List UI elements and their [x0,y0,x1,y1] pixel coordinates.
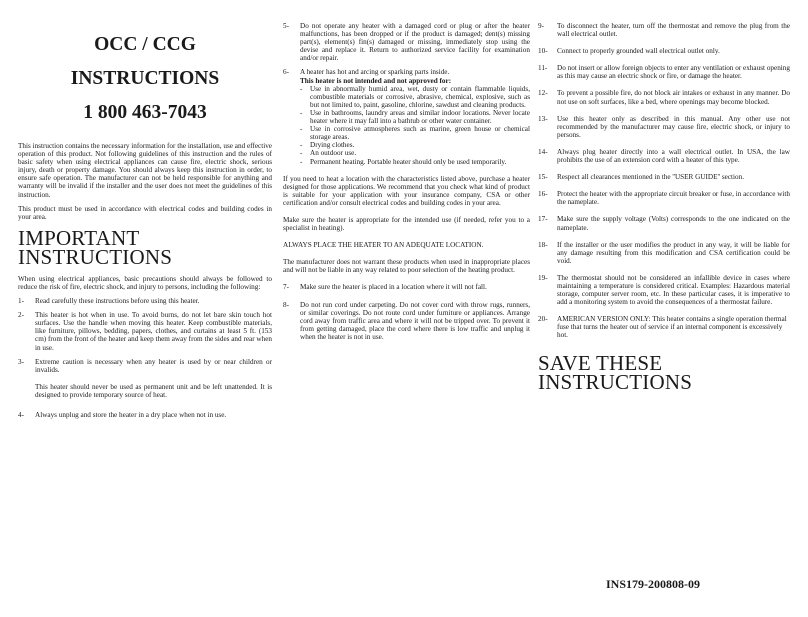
not-approved-heading: This heater is not intended and not approved for: [300,76,452,85]
bullet-item: - Drying clothes. [300,141,355,150]
list-item: 14- Always plug heater directly into a wall electrical outlet. In USA, the law prohibits the use of an extension cord with a heater of this type. [538,147,790,165]
doc-title-brand: OCC / CCG [94,34,196,55]
list-item: 7- Make sure the heater is placed in a location where it will not fall. [283,283,487,292]
list-item: 11- Do not insert or allow foreign objects to enter any ventilation or exhaust opening as this may cause an electric shock or fire, or damage the heater. [538,64,790,81]
list-item: 18- If the installer or the user modifies the product in any way, it will be liable for any damage resulting from this modification and CSA certification could be void. [538,240,790,265]
bullet-item: - Use in corrosive atmospheres such as marine, green house or chemical storage areas. [300,125,530,142]
document-code: INS179-200808-09 [606,577,701,591]
list-item: 16- Protect the heater with the appropriate circuit breaker or fuse, in accordance with the nameplate. [538,190,790,207]
list-item: 19- The thermostat should not be considered an infallible device in cases where maintaining a temperature is considered critical. Examples: Hazardous material storage, computer server room, etc. In these particular cases, it is imperative to add a monitoring system to avoid the consequences of a thermostat failure. [538,273,790,307]
column-right [538,22,790,400]
bullet-item: - Use in abnormally humid area, wet, dusty or contain flammable liquids, combustible materials or corrosive, abrasive, chemical, explosive, such as but not limited to, paint, gasoline, chlorine, sawdust and cleaning products. [300,84,530,109]
column-left [18,0,272,425]
list-item: 13- Use this heater only as described in this manual. Any other use not recommended by the manufacturer may cause fire, electric shock, or injury to persons. [538,114,790,139]
paragraph: The manufacturer does not warrant these products when used in inappropriate places and will not be liable in any way related to poor selection of the heating product. [283,258,530,275]
intro-paragraph: This instruction contains the necessary information for the installation, use and effective operation of this product. Not following guidelines of this instruction and the rules of basic safety when using electrical appliances can cause fire, electric shock, serious injury, death or property damage. You should always keep this instruction in order, to ensure safe operation. The manufacturer can not be held responsible for anything and warranty will be invalid if the installer and the user does not meet the guidelines of this instruction. [18,142,272,199]
bullet-item: - Permanent heating. Portable heater should only be used temporarily. [300,157,507,166]
list-item: 9- To disconnect the heater, turn off the thermostat and remove the plug from the wall electrical outlet. [538,22,790,39]
list-item: 10- Connect to properly grounded wall electrical outlet only. [538,47,720,56]
list-item: 20- AMERICAN VERSION ONLY: This heater contains a single operation thermal fuse that turns the heater out of service if an internal component is excessively hot. [538,315,787,340]
bullet-item: - Use in bathrooms, laundry areas and similar indoor locations. Never locate heater where it may fall into a bathtub or other water container. [300,108,530,126]
list-item: 2- This heater is hot when in use. To avoid burns, do not let bare skin touch hot surfaces. Use the handle when moving this heater. Keep combustible materials, like furniture, pillows, bedding, papers, clothes, and curtains at least 5 ft. (153 cm) from the front of the heater and keep them away from the sides and rear when in use. [18,311,272,352]
paragraph: Make sure the heater is appropriate for the intended use (if needed, refer you to a specialist in heating). [283,215,530,233]
list-item: 8- Do not run cord under carpeting. Do not cover cord with throw rugs, runners, or similar coverings. Do not route cord under furniture or appliances. Arrange cord away from traffic area and where it will not be tripped over. To prevent it from getting damaged, place the cord where there is low traffic and unplug it when the heater is not in use. [283,300,530,341]
list-item: 12- To prevent a possible fire, do not block air intakes or exhaust in any manner. Do not use on soft surfaces, like a bed, where openings may become blocked. [538,89,790,106]
bullet-item: - An outdoor use. [300,149,357,158]
important-lead: When using electrical appliances, basic precautions should always be followed to reduce the risk of fire, electric shock, and injury to persons, including the following: [18,274,272,291]
not-approved-list [300,85,530,166]
doc-title: INSTRUCTIONS [70,68,220,89]
list-item: 4- Always unplug and store the heater in a dry place when not in use. [18,410,227,419]
list-item: 6- A heater has hot and arcing or sparking parts inside. This heater is not intended and not approved for: - Use in abnormally humid area, wet, dusty or contain flammable liquids, combustible materials or corrosive, abrasive, chemical, explosive, such as but not limited to, paint, gasoline, chlorine, sawdust and cleaning products. - Use in bathrooms, laundry areas and similar indoor locations. Never locate heater where it may fall into a bathtub or other water container. - Use in corrosive atmospheres such as marine, green house or chemical storage areas. - Drying clothes. - An outdoor use. - Permanent heating. Portable heater should only be used temporarily. [283,68,530,166]
save-instructions-heading: SAVE THESE INSTRUCTIONS [538,350,693,394]
list-item: 17- Make sure the supply voltage (Volts) corresponds to the one indicated on the nameplate. [538,215,790,232]
column-middle [283,22,530,347]
paragraph: If you need to heat a location with the characteristics listed above, purchase a heater designed for those applications. We recommend that you check what kind of product is suitable for your application with your insurance company, CSA or other certification and/or consult electrical codes and building codes in your area. [283,174,530,207]
list-item: 15- Respect all clearances mentioned in the ''USER GUIDE'' section. [538,173,745,182]
list-item: 3- Extreme caution is necessary when any heater is used by or near children or invalids. This heater should never be used as permanent unit and be left unattended. It is designed to provide temporary source of heat. [18,357,272,399]
paragraph: ALWAYS PLACE THE HEATER TO AN ADEQUATE LOCATION. [283,241,484,250]
list-item: 1- Read carefully these instructions before using this heater. [18,297,200,306]
list-item: 5- Do not operate any heater with a damaged cord or plug or after the heater malfunctions, has been dropped or if the product is damaged; dent(s) missing part(s), element(s) fin(s) damaged or missing, immediately stop using the devise and replace it. Return to authorized service facility for examination and/or repair. [283,22,530,63]
intro-paragraph: This product must be used in accordance with electrical codes and building codes in your area. [18,204,272,221]
important-heading: IMPORTANT INSTRUCTIONS [18,225,173,269]
doc-phone: 1 800 463-7043 [83,102,207,123]
